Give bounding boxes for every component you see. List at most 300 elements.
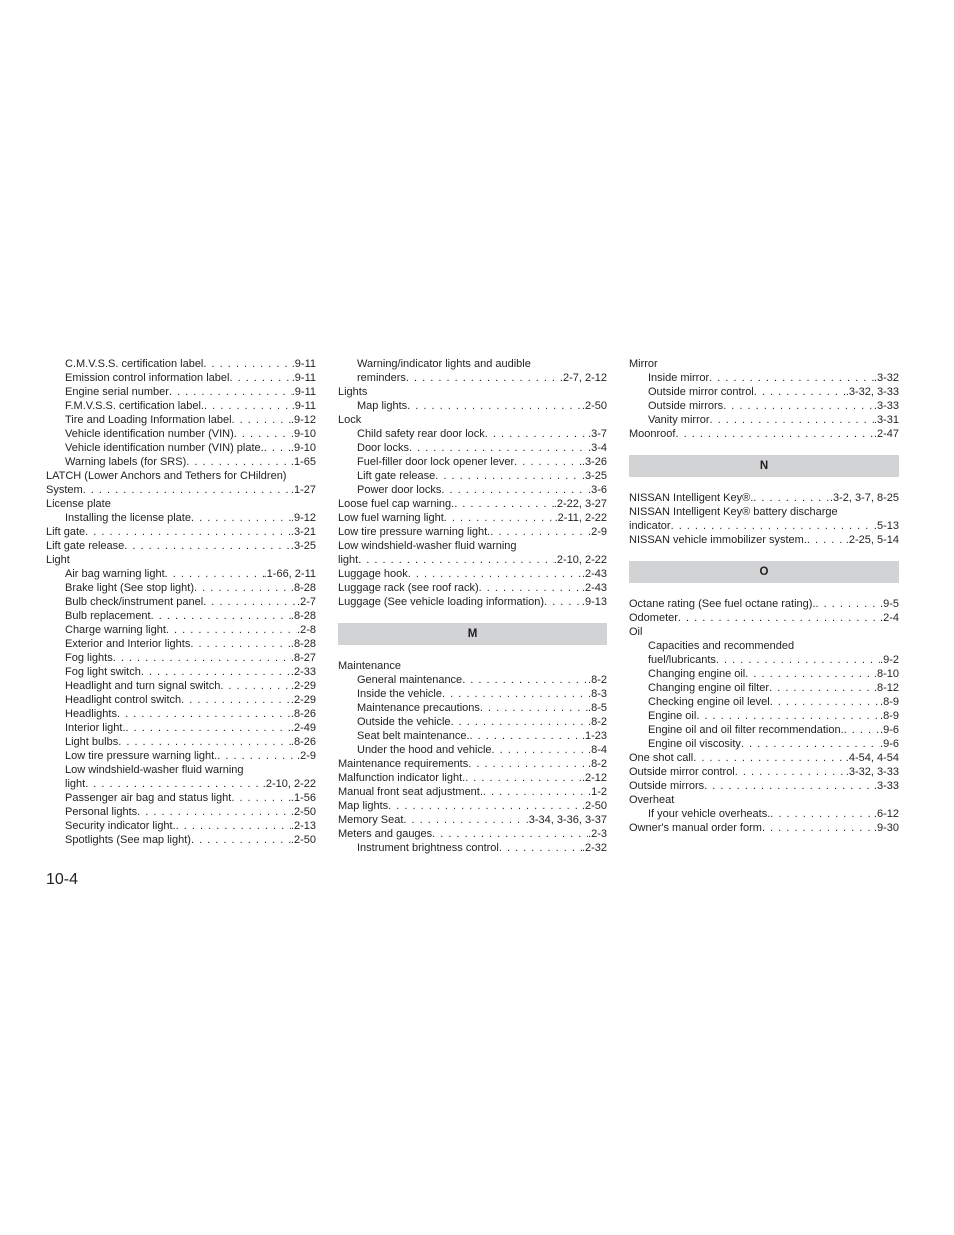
dot-leader [232, 413, 291, 427]
index-entry [46, 791, 316, 805]
dot-leader [117, 707, 291, 721]
entry-term: Interior light. [65, 722, 126, 734]
index-entry [46, 749, 316, 763]
dot-leader [126, 721, 291, 735]
entry-term: Outside the vehicle [357, 716, 451, 728]
entry-page-ref: .2-11, 2-22 [554, 512, 607, 524]
entry-term: Manual front seat adjustment. [338, 786, 483, 798]
index-entry [629, 427, 899, 441]
entry-term: Security indicator light. [65, 820, 176, 832]
dot-leader [358, 553, 554, 567]
entry-page-ref: .9-30 [873, 822, 899, 834]
entry-page-ref: .9-10 [290, 442, 316, 454]
index-entry [338, 441, 607, 455]
index-entry [338, 581, 607, 595]
index-heading: License plate [46, 498, 111, 510]
dot-leader [403, 813, 525, 827]
index-entry [338, 701, 607, 715]
entry-page-ref: .8-28 [290, 582, 316, 594]
entry-term: Tire and Loading Information label [65, 414, 232, 426]
dot-leader [485, 427, 588, 441]
entry-page-ref: .3-33 [873, 780, 899, 792]
entry-term: Engine serial number [65, 386, 169, 398]
entry-page-ref: .9-11 [291, 400, 316, 412]
entry-term: Low tire pressure warning light. [65, 750, 218, 762]
entry-page-ref: .9-6 [880, 738, 899, 750]
entry-term: Luggage rack (see roof rack) [338, 582, 479, 594]
index-subheading: Low windshield-washer fluid warning [65, 764, 244, 776]
dot-leader [204, 399, 292, 413]
entry-page-ref: .2-10, 2-22 [262, 778, 316, 790]
index-entry [629, 533, 899, 547]
dot-leader [716, 653, 880, 667]
index-entry [629, 807, 899, 821]
dot-leader [118, 735, 291, 749]
index-entry [629, 653, 899, 667]
entry-term: Malfunction indicator light. [338, 772, 466, 784]
dot-leader [723, 399, 874, 413]
entry-page-ref: .2-49 [290, 722, 316, 734]
entry-term: Installing the license plate [65, 512, 191, 524]
dot-leader [220, 679, 291, 693]
entry-page-ref: .9-2 [880, 654, 899, 666]
section-letter-header: N [629, 455, 899, 477]
entry-term: Door locks [357, 442, 409, 454]
index-entry [46, 455, 316, 469]
entry-term: Headlight and turn signal switch [65, 680, 221, 692]
entry-term: Changing engine oil filter [648, 682, 770, 694]
entry-term: Vehicle identification number (VIN) [65, 428, 234, 440]
entry-page-ref: .8-9 [880, 696, 899, 708]
entry-term: Seat belt maintenance. [357, 730, 470, 742]
index-entry [338, 469, 607, 483]
index-entry [629, 519, 899, 533]
index-entry [338, 595, 607, 609]
index-heading: LATCH (Lower Anchors and Tethers for CHildren) [46, 470, 287, 482]
dot-leader [409, 441, 588, 455]
entry-page-ref: .9-11 [291, 372, 316, 384]
index-entry [629, 765, 899, 779]
index-heading: Low windshield-washer fluid warning [338, 540, 517, 552]
dot-leader [470, 729, 582, 743]
entry-page-ref: .2-29 [290, 694, 316, 706]
dot-leader [203, 595, 297, 609]
entry-term: Low tire pressure warning light. [338, 526, 491, 538]
entry-page-ref: .2-9 [297, 750, 316, 762]
entry-term: Fog light switch [65, 666, 141, 678]
index-heading: Overheat [629, 794, 675, 806]
entry-term: F.M.V.S.S. certification label. [65, 400, 204, 412]
entry-term: fuel/lubricants [648, 654, 716, 666]
dot-leader [709, 371, 874, 385]
index-entry [46, 623, 316, 637]
dot-leader [451, 715, 588, 729]
dot-leader [176, 819, 291, 833]
index-entry [629, 399, 899, 413]
index-column-1 [46, 357, 316, 847]
entry-page-ref: .2-22, 3-27 [553, 498, 607, 510]
entry-term: If your vehicle overheats. [648, 808, 771, 820]
entry-page-ref: .2-4 [880, 612, 899, 624]
dot-leader [754, 385, 846, 399]
entry-page-ref: .8-2 [588, 674, 607, 686]
dot-leader [675, 427, 873, 441]
entry-page-ref: .9-11 [291, 386, 316, 398]
index-entry [629, 597, 899, 611]
dot-leader [741, 737, 880, 751]
dot-leader [435, 469, 582, 483]
entry-page-ref: .9-6 [880, 724, 899, 736]
dot-leader [169, 385, 292, 399]
entry-term: Inside the vehicle [357, 688, 442, 700]
dot-leader [454, 497, 554, 511]
dot-leader [735, 765, 846, 779]
index-entry [338, 813, 607, 827]
entry-term: One shot call [629, 752, 694, 764]
index-entry [629, 695, 899, 709]
entry-term: Engine oil [648, 710, 697, 722]
index-entry [46, 525, 316, 539]
entry-page-ref: .1-66, 2-11 [263, 568, 316, 580]
entry-term: Warning labels (for SRS) [65, 456, 187, 468]
entry-page-ref: .8-27 [290, 652, 316, 664]
index-entry [46, 735, 316, 749]
index-subheading: Capacities and recommended [648, 640, 795, 652]
dot-leader [441, 483, 588, 497]
index-entry [46, 707, 316, 721]
entry-page-ref: .2-12 [581, 772, 607, 784]
dot-leader [124, 539, 291, 553]
entry-term: Outside mirrors [629, 780, 705, 792]
index-entry [338, 827, 607, 841]
entry-term: Fog lights [65, 652, 113, 664]
entry-page-ref: .3-25 [581, 470, 607, 482]
entry-page-ref: .9-12 [290, 414, 316, 426]
section-letter-header: M [338, 623, 607, 645]
dot-leader [388, 799, 582, 813]
index-entry [46, 595, 316, 609]
entry-term: Octane rating (See fuel octane rating). [629, 598, 816, 610]
dot-leader [181, 693, 291, 707]
index-column-3 [629, 357, 899, 835]
index-entry [46, 819, 316, 833]
index-entry [338, 455, 607, 469]
index-entry [338, 553, 607, 567]
entry-page-ref: .2-50 [581, 800, 607, 812]
entry-term: Map lights [357, 400, 408, 412]
entry-term: Moonroof [629, 428, 676, 440]
entry-term: Lift gate release [357, 470, 436, 482]
entry-term: Passenger air bag and status light [65, 792, 232, 804]
index-entry [46, 805, 316, 819]
index-entry [46, 777, 316, 791]
entry-term: Meters and gauges [338, 828, 433, 840]
index-entry [46, 483, 316, 497]
entry-term: Headlight control switch [65, 694, 182, 706]
index-entry [46, 581, 316, 595]
dot-leader [499, 841, 582, 855]
index-entry [629, 723, 899, 737]
entry-term: indicator [629, 520, 671, 532]
entry-page-ref: .9-13 [581, 596, 607, 608]
dot-leader [745, 667, 874, 681]
entry-page-ref: .1-27 [290, 484, 316, 496]
index-entry [338, 799, 607, 813]
entry-term: Brake light (See stop light) [65, 582, 195, 594]
entry-term: light [338, 554, 359, 566]
spacer [629, 477, 899, 491]
index-entry [629, 737, 899, 751]
dot-leader [480, 701, 588, 715]
dot-leader [514, 455, 582, 469]
dot-leader [151, 609, 291, 623]
entry-term: Changing engine oil [648, 668, 746, 680]
entry-term: reminders [357, 372, 406, 384]
dot-leader [203, 357, 291, 371]
index-entry [629, 667, 899, 681]
entry-term: System [46, 484, 83, 496]
entry-page-ref: .1-65 [290, 456, 316, 468]
dot-leader [816, 597, 881, 611]
entry-page-ref: .3-33 [873, 400, 899, 412]
entry-page-ref: .5-13 [873, 520, 899, 532]
entry-term: Maintenance requirements [338, 758, 469, 770]
dot-leader [844, 723, 880, 737]
entry-term: Memory Seat [338, 814, 404, 826]
entry-page-ref: .2-8 [297, 624, 316, 636]
index-entry [629, 709, 899, 723]
entry-term: Low fuel warning light [338, 512, 444, 524]
index-entry [46, 637, 316, 651]
index-entry [46, 357, 316, 371]
index-entry [46, 413, 316, 427]
entry-term: Fuel-filler door lock opener lever [357, 456, 515, 468]
dot-leader [407, 399, 582, 413]
entry-page-ref: .8-28 [290, 610, 316, 622]
dot-leader [231, 791, 291, 805]
dot-leader [191, 833, 291, 847]
entry-page-ref: .8-28 [290, 638, 316, 650]
entry-page-ref: .3-4 [588, 442, 607, 454]
dot-leader [186, 455, 291, 469]
dot-leader [85, 777, 263, 791]
index-entry [338, 371, 607, 385]
index-entry [629, 681, 899, 695]
index-heading: Light [46, 554, 70, 566]
dot-leader [408, 567, 582, 581]
dot-leader [770, 807, 874, 821]
entry-page-ref: .4-54, 4-54 [845, 752, 899, 764]
entry-page-ref: .2-50 [290, 834, 316, 846]
dot-leader [769, 681, 874, 695]
dot-leader [166, 623, 297, 637]
dot-leader [762, 821, 874, 835]
entry-page-ref: .8-12 [873, 682, 899, 694]
entry-page-ref: .2-9 [588, 526, 607, 538]
index-subheading: Warning/indicator lights and audible [357, 358, 531, 370]
index-entry [629, 385, 899, 399]
spacer [629, 547, 899, 561]
index-entry [338, 497, 607, 511]
entry-term: Lift gate release [46, 540, 125, 552]
entry-term: Luggage (See vehicle loading information) [338, 596, 545, 608]
entry-page-ref: .2-43 [581, 582, 607, 594]
entry-page-ref: .8-26 [290, 736, 316, 748]
page-number: 10-4 [46, 871, 79, 888]
entry-page-ref: .8-5 [588, 702, 607, 714]
entry-term: Checking engine oil level [648, 696, 770, 708]
entry-term: Light bulbs [65, 736, 119, 748]
dot-leader [693, 751, 846, 765]
index-entry [46, 427, 316, 441]
index-entry [629, 491, 899, 505]
index-entry [338, 673, 607, 687]
index-heading: Oil [629, 626, 643, 638]
entry-term: Odometer [629, 612, 678, 624]
spacer [338, 645, 607, 659]
dot-leader [141, 665, 291, 679]
entry-page-ref: .3-7 [588, 428, 607, 440]
index-entry [338, 757, 607, 771]
dot-leader [710, 413, 874, 427]
entry-page-ref: .6-12 [873, 808, 899, 820]
entry-term: Loose fuel cap warning. [338, 498, 455, 510]
index-entry [629, 611, 899, 625]
dot-leader [704, 779, 874, 793]
entry-page-ref: .3-25 [290, 540, 316, 552]
index-entry [46, 511, 316, 525]
entry-term: Power door locks [357, 484, 442, 496]
dot-leader [194, 581, 291, 595]
index-entry [338, 567, 607, 581]
dot-leader [678, 611, 880, 625]
entry-page-ref: .3-32, 3-33 [845, 386, 899, 398]
dot-leader [444, 511, 555, 525]
entry-term: Vanity mirror [648, 414, 710, 426]
index-entry [46, 371, 316, 385]
entry-term: Lift gate [46, 526, 86, 538]
entry-term: Vehicle identification number (VIN) plate. [65, 442, 264, 454]
entry-term: General maintenance [357, 674, 463, 686]
dot-leader [234, 427, 291, 441]
entry-term: Exterior and Interior lights [65, 638, 191, 650]
entry-page-ref: .3-6 [588, 484, 607, 496]
index-entry [338, 771, 607, 785]
index-entry [46, 567, 316, 581]
entry-page-ref: .8-9 [880, 710, 899, 722]
dot-leader [468, 757, 588, 771]
entry-term: light [65, 778, 86, 790]
entry-page-ref: .2-29 [290, 680, 316, 692]
dot-leader [462, 673, 588, 687]
entry-page-ref: .3-32 [873, 372, 899, 384]
index-entry [46, 693, 316, 707]
entry-page-ref: .2-50 [581, 400, 607, 412]
dot-leader [479, 581, 582, 595]
index-entry [46, 833, 316, 847]
index-heading: Lights [338, 386, 368, 398]
index-entry [338, 399, 607, 413]
index-entry [46, 441, 316, 455]
dot-leader [190, 637, 291, 651]
entry-page-ref: .3-21 [290, 526, 316, 538]
entry-term: Outside mirror control [648, 386, 754, 398]
entry-page-ref: .9-11 [291, 358, 316, 370]
entry-term: Emission control information label [65, 372, 230, 384]
dot-leader [753, 491, 830, 505]
entry-page-ref: .2-13 [290, 820, 316, 832]
entry-page-ref: .2-7, 2-12 [559, 372, 607, 384]
entry-term: Spotlights (See map light) [65, 834, 191, 846]
entry-page-ref: .3-2, 3-7, 8-25 [829, 492, 899, 504]
dot-leader [264, 441, 291, 455]
index-entry [629, 751, 899, 765]
index-entry [338, 687, 607, 701]
entry-page-ref: .2-32 [581, 842, 607, 854]
entry-page-ref: .3-34, 3-36, 3-37 [525, 814, 607, 826]
entry-term: Outside mirrors [648, 400, 724, 412]
index-entry [46, 399, 316, 413]
dot-leader [490, 525, 588, 539]
entry-term: Engine oil and oil filter recommendation. [648, 724, 844, 736]
index-entry [338, 743, 607, 757]
dot-leader [113, 651, 291, 665]
entry-term: Bulb replacement [65, 610, 151, 622]
dot-leader [483, 785, 588, 799]
entry-page-ref: .2-10, 2-22 [553, 554, 607, 566]
dot-leader [85, 525, 291, 539]
index-entry [629, 821, 899, 835]
index-entry [46, 385, 316, 399]
index-heading: Mirror [629, 358, 658, 370]
entry-page-ref: .8-2 [588, 758, 607, 770]
entry-page-ref: .2-47 [873, 428, 899, 440]
entry-term: Bulb check/instrument panel [65, 596, 204, 608]
dot-leader [696, 709, 880, 723]
entry-term: NISSAN vehicle immobilizer system. [629, 534, 807, 546]
index-heading: NISSAN Intelligent Key® battery discharge [629, 506, 838, 518]
entry-term: Personal lights [65, 806, 138, 818]
index-column-2 [338, 357, 607, 855]
entry-page-ref: .1-2 [588, 786, 607, 798]
entry-term: Owner's manual order form [629, 822, 762, 834]
entry-page-ref: .2-43 [581, 568, 607, 580]
entry-page-ref: .9-12 [290, 512, 316, 524]
dot-leader [217, 749, 297, 763]
entry-term: Inside mirror [648, 372, 710, 384]
dot-leader [492, 743, 588, 757]
dot-leader [770, 695, 880, 709]
entry-page-ref: .8-26 [290, 708, 316, 720]
entry-term: Instrument brightness control [357, 842, 499, 854]
dot-leader [807, 533, 846, 547]
entry-term: Headlights [65, 708, 117, 720]
entry-term: Charge warning light [65, 624, 166, 636]
index-entry [338, 729, 607, 743]
dot-leader [465, 771, 582, 785]
entry-term: C.M.V.S.S. certification label [65, 358, 204, 370]
spacer [338, 609, 607, 623]
entry-term: Luggage hook [338, 568, 408, 580]
entry-page-ref: .2-7 [297, 596, 316, 608]
entry-page-ref: .2-3 [588, 828, 607, 840]
index-entry [629, 371, 899, 385]
entry-term: Outside mirror control [629, 766, 735, 778]
entry-page-ref: .9-5 [880, 598, 899, 610]
dot-leader [191, 511, 291, 525]
dot-leader [544, 595, 582, 609]
entry-page-ref: .9-10 [290, 428, 316, 440]
